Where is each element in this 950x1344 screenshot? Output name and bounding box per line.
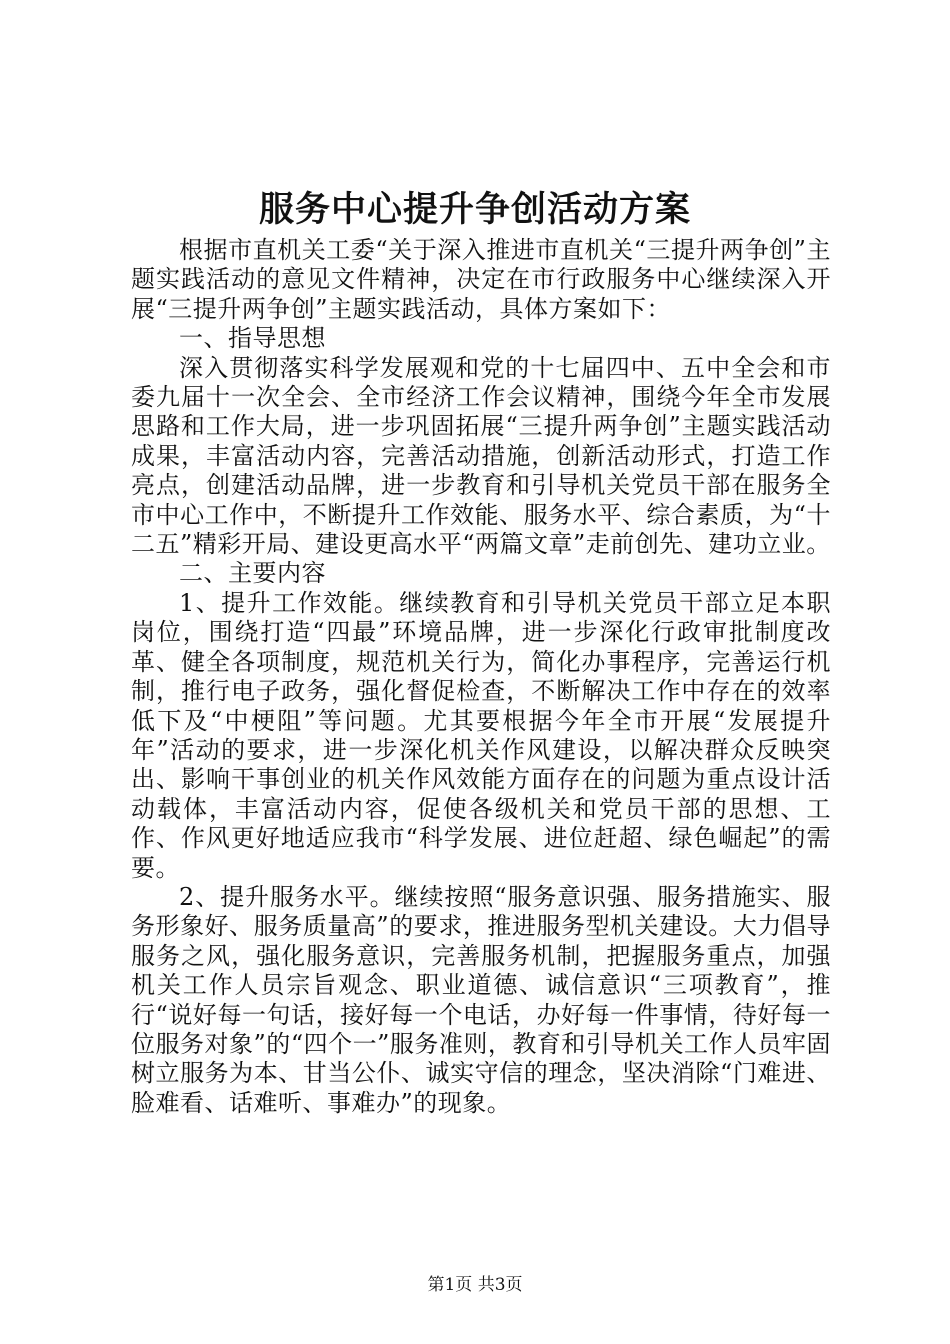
document-body [131,236,831,1118]
service-level-paragraph: 2、提升服务水平。继续按照“服务意识强、服务措施实、服务形象好、服务质量高”的要求，推进服务型机关建设。大力倡导服务之风，强化服务意识，完善服务机制，把握服务重点，加强机关工作人员宗旨观念、职业道德、诚信意识“三项教育”，推行“说好每一句话，接好每一个电话，办好每一件事情，待好每一位服务对象”的“四个一”服务准则，教育和引导机关工作人员牢固树立服务为本、甘当公仆、诚实守信的理念，坚决消除“门难进、脸难看、话难听、事难办”的现象。 [131,882,831,1117]
section-heading-main-content: 二、主要内容 [179,559,326,588]
work-efficiency-paragraph: 1、提升工作效能。继续教育和引导机关党员干部立足本职岗位，围绕打造“四最”环境品牌，进一步深化行政审批制度改革、健全各项制度，规范机关行为，简化办事程序，完善运行机制，推行电子政务，强化督促检查，不断解决工作中存在的效率低下及“中梗阻”等问题。尤其要根据今年全市开展“发展提升年”活动的要求，进一步深化机关作风建设，以解决群众反映突出、影响干事创业的机关作风效能方面存在的问题为重点设计活动载体，丰富活动内容，促使各级机关和党员干部的思想、工作、作风更好地适应我市“科学发展、进位赶超、绿色崛起”的需要。 [131,588,831,882]
guiding-ideology-paragraph: 深入贯彻落实科学发展观和党的十七届四中、五中全会和市委九届十一次全会、全市经济工作会议精神，围绕今年全市发展思路和工作大局，进一步巩固拓展“三提升两争创”主题实践活动成果，丰富活动内容，完善活动措施，创新活动形式，打造工作亮点，创建活动品牌，进一步教育和引导机关党员干部在服务全市中心工作中，不断提升工作效能、服务水平、综合素质，为“十二五”精彩开局、建设更高水平“两篇文章”走前创先、建功立业。 [131,353,831,559]
page-footer: 第1页 共3页 [427,1275,523,1295]
document-title: 服务中心提升争创活动方案 [258,189,691,230]
intro-paragraph: 根据市直机关工委“关于深入推进市直机关“三提升两争创”主题实践活动的意见文件精神，决定在市行政服务中心继续深入开展“三提升两争创”主题实践活动，具体方案如下： [131,236,831,323]
section-heading-guiding-ideology: 一、指导思想 [179,324,326,353]
